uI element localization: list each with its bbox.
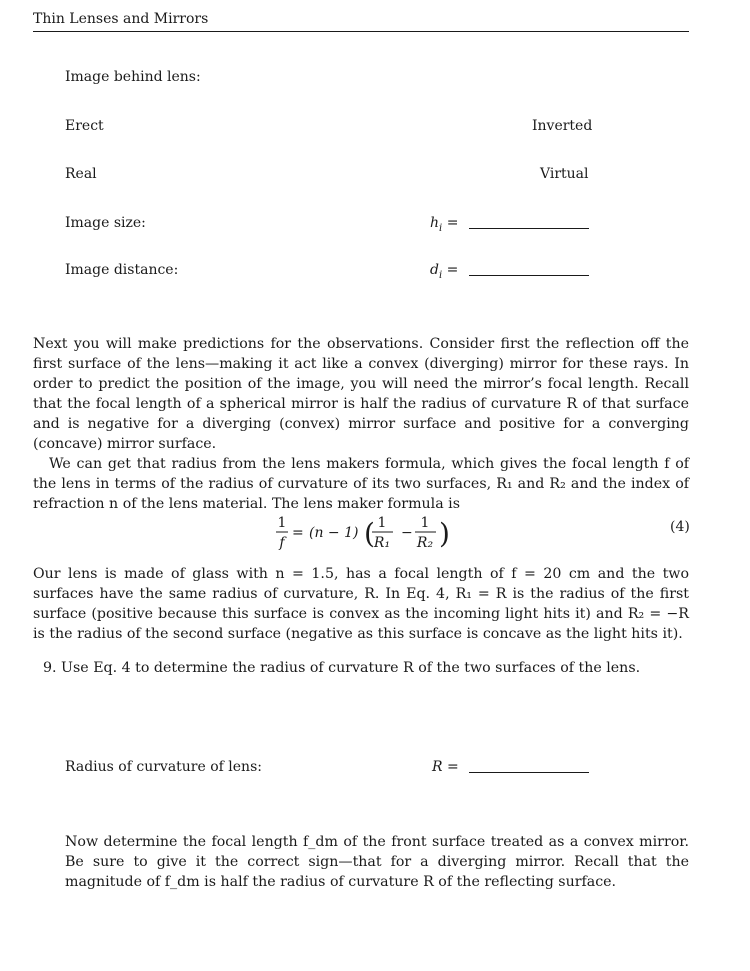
real-option[interactable]: Real bbox=[65, 166, 97, 182]
equals-sign: = bbox=[446, 215, 459, 231]
question-9: 9. Use Eq. 4 to determine the radius of curvature R of the two surfaces of the lens. bbox=[43, 660, 641, 676]
eq-frac2-numerator: 1 bbox=[420, 515, 430, 531]
eq-lhs-numerator: 1 bbox=[277, 515, 287, 531]
paragraph-4: Now determine the focal length f_dm of the front surface treated as a convex mirror. Be sure to give it the correct sign—that for a diverging mirror. Recall that the magnitude of f_dm is half the radius of curvature R of the reflecting surface. bbox=[65, 834, 689, 890]
virtual-option[interactable]: Virtual bbox=[540, 166, 589, 182]
eq-close-paren: ) bbox=[439, 517, 450, 550]
radius-label: Radius of curvature of lens: bbox=[65, 759, 262, 775]
header-rule bbox=[33, 31, 689, 32]
page-header: Thin Lenses and Mirrors bbox=[33, 11, 209, 27]
equals-sign: = bbox=[446, 262, 459, 278]
eq-frac2-denominator: R₂ bbox=[416, 535, 434, 551]
image-distance-field bbox=[430, 262, 589, 281]
image-distance-blank[interactable] bbox=[469, 275, 589, 276]
radius-field bbox=[432, 759, 589, 775]
radius-blank[interactable] bbox=[469, 772, 589, 773]
focal-length-paragraph bbox=[65, 832, 689, 892]
eq-frac1-numerator: 1 bbox=[377, 515, 387, 531]
eq-open-paren: ( bbox=[364, 517, 375, 550]
erect-option[interactable]: Erect bbox=[65, 118, 104, 134]
inverted-option[interactable]: Inverted bbox=[532, 118, 593, 134]
image-distance-subscript: i bbox=[438, 269, 443, 281]
prediction-paragraph bbox=[33, 334, 689, 514]
eq-factor: (n − 1) bbox=[309, 525, 359, 541]
equals-sign: = bbox=[447, 759, 459, 775]
paragraph-2: We can get that radius from the lens makers formula, which gives the focal length f of the lens in terms of the radius of curvature of its two surfaces, R₁ and R₂ and the index of refraction n of the lens material. The lens maker formula is bbox=[33, 456, 689, 512]
image-distance-label: Image distance: bbox=[65, 262, 179, 278]
equation-number: (4) bbox=[670, 519, 690, 535]
radius-symbol: R bbox=[432, 759, 443, 775]
lens-maker-equation bbox=[0, 513, 750, 553]
image-behind-lens-label: Image behind lens: bbox=[65, 69, 201, 85]
image-size-blank[interactable] bbox=[469, 228, 589, 229]
paragraph-1: Next you will make predictions for the observations. Consider first the reflection off the first surface of the lens—making it act like a convex (diverging) mirror for these rays. In order to predict the position of the image, you will need the mirror’s focal length. Recall that the focal length of a spherical mirror is half the radius of curvature R of that surface and is negative for a diverging (convex) mirror surface and positive for a converging (concave) mirror surface. bbox=[33, 336, 689, 452]
image-size-field bbox=[430, 215, 589, 234]
image-size-symbol: h bbox=[430, 215, 440, 231]
image-size-subscript: i bbox=[439, 222, 443, 234]
image-size-label: Image size: bbox=[65, 215, 146, 231]
eq-minus: − bbox=[401, 525, 413, 541]
eq-frac1-denominator: R₁ bbox=[373, 535, 391, 551]
eq-lhs-denominator: f bbox=[279, 535, 285, 551]
glass-paragraph bbox=[33, 564, 689, 644]
eq-equals: = bbox=[292, 525, 304, 541]
image-distance-symbol: d bbox=[430, 262, 439, 278]
paragraph-3: Our lens is made of glass with n = 1.5, has a focal length of f = 20 cm and the two surfaces have the same radius of curvature, R. In Eq. 4, R₁ = R is the radius of the first surface (positive because this surface is convex as the incoming light hits it) and R₂ = −R is the radius of the second surface (negative as this surface is concave as the light hits it). bbox=[33, 566, 689, 642]
